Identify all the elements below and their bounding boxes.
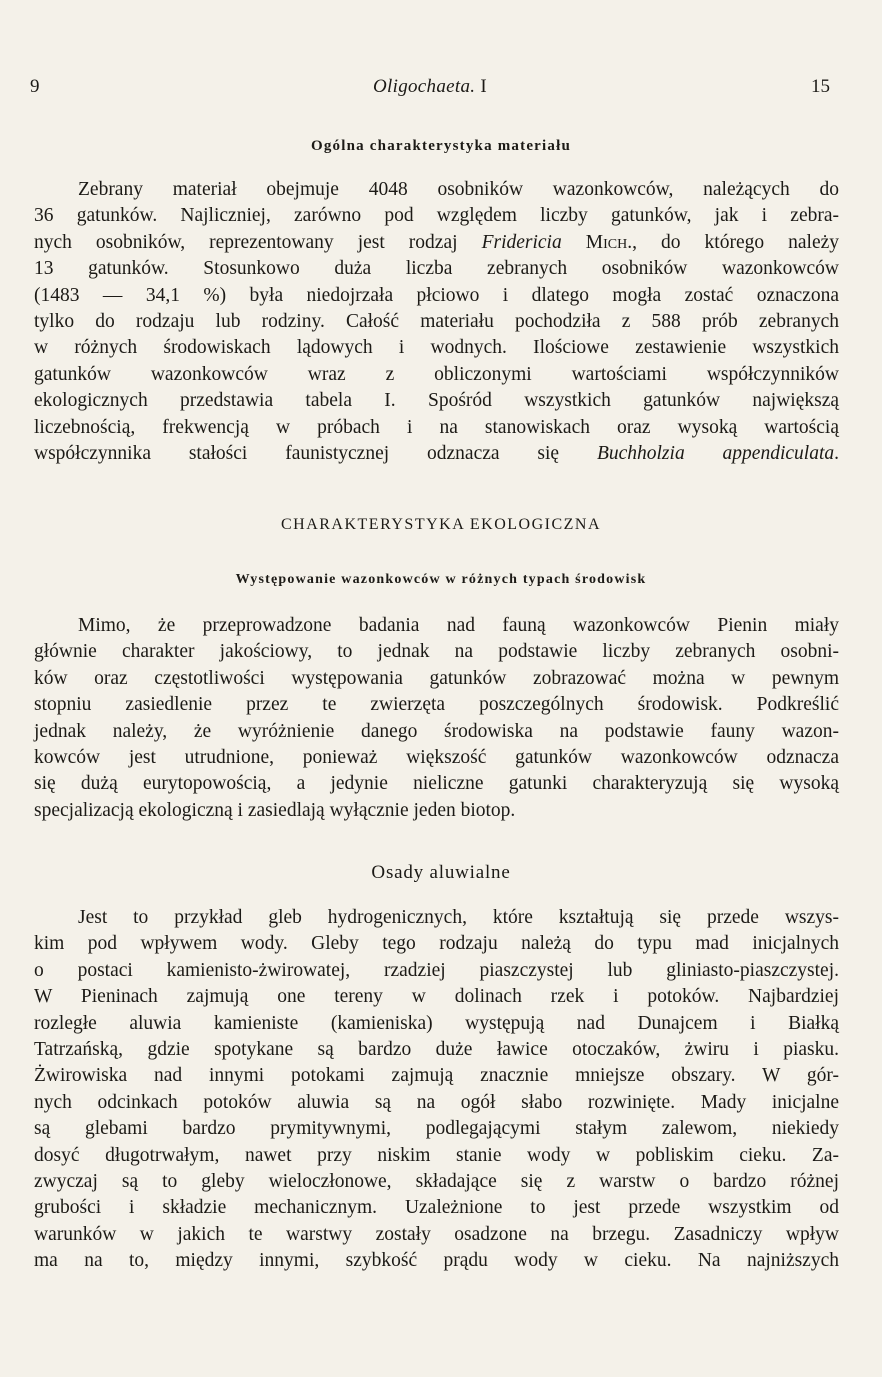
text-line: tylko do rodzaju lub rodziny. Całość materiału pochodziła z 588 prób zebranych: [34, 310, 839, 332]
text-line: grubości i składzie mechanicznym. Uzależnione to jest przede wszystkim od: [34, 1197, 839, 1219]
text-line: Mimo, że przeprowadzone badania nad fauną wazonkowców Pienin miały: [78, 615, 839, 636]
paragraph-general-characteristics: [34, 177, 839, 467]
text-line: kim pod wpływem wody. Gleby tego rodzaju należą do typu mad inicjalnych: [34, 933, 839, 955]
text-line: się dużą eurytopowością, a jedynie nieliczne gatunki charakteryzują się wysoką: [34, 773, 839, 795]
text-line: Żwirowiska nad innymi potokami zajmują znacznie mniejsze obszary. W gór-: [34, 1065, 839, 1087]
text-line: Tatrzańską, gdzie spotykane są bardzo duże ławice otoczaków, żwiru i piasku.: [34, 1038, 839, 1060]
text-line: 13 gatunków. Stosunkowo duża liczba zebranych osobników wazonkowców: [34, 258, 839, 280]
text-line: 36 gatunków. Najliczniej, zarówno pod względem liczby gatunków, jak i zebra-: [34, 205, 839, 227]
text-line: Jest to przykład gleb hydrogenicznych, które kształtują się przede wszys-: [78, 907, 839, 928]
text-line: jednak należy, że wyróżnienie danego środowiska na podstawie fauny wazon-: [34, 720, 839, 742]
text-line: rozległe aluwia kamieniste (kamieniska) występują nad Dunajcem i Białką: [34, 1012, 839, 1034]
author-abbrev: Mich: [561, 231, 628, 253]
text-segment: współczynnika stałości faunistycznej odznacza się: [34, 442, 597, 464]
text-line: W Pieninach zajmują one tereny w dolinach rzek i potoków. Najbardziej: [34, 986, 839, 1008]
text-line: zwyczaj są to gleby wieloczłonowe, składające się z warstw o bardzo różnej: [34, 1170, 839, 1192]
text-line: [34, 230, 839, 256]
species-name: Buchholzia appendiculata: [596, 442, 835, 464]
text-line: ma na to, między innymi, szybkość prądu wody w cieku. Na najniższych: [34, 1250, 839, 1272]
text-line: ków oraz częstotliwości występowania gatunków zobrazować można w pewnym: [34, 667, 839, 689]
text-line: liczebnością, frekwencją w próbach i na stanowiskach oraz wysoką wartością: [34, 416, 839, 438]
section-heading-alluvial: Osady aluwialne: [371, 862, 511, 883]
text-line: kowców jest utrudnione, ponieważ większość gatunków wazonkowców odznacza: [34, 746, 839, 768]
text-line: są glebami bardzo prymitywnymi, podlegającymi stałym zalewom, niekiedy: [34, 1118, 839, 1140]
genus-name: Fridericia: [481, 231, 562, 253]
text-line: specjalizacją ekologiczną i zasiedlają wyłącznie jeden biotop.: [34, 799, 516, 821]
subsection-heading-occurrence: Występowanie wazonkowców w różnych typach środowisk: [235, 572, 647, 587]
text-line: (1483 — 34,1 %) była niedojrzała płciowo i dlatego mogła zostać oznaczona: [34, 284, 839, 306]
text-segment: .: [834, 442, 839, 464]
paragraph-alluvial-deposits: [34, 905, 839, 1274]
text-line: warunków w jakich te warstwy zostały osadzone na brzegu. Zasadniczy wpływ: [34, 1223, 839, 1245]
text-line: głównie charakter jakościowy, to jednak na podstawie liczby zebranych osobni-: [34, 641, 839, 663]
section-heading-ecological: CHARAKTERYSTYKA EKOLOGICZNA: [280, 516, 602, 533]
journal-title: [30, 76, 830, 98]
section-heading-general: Ogólna charakterystyka materiału: [310, 138, 572, 154]
volume-number: 9: [30, 76, 40, 97]
journal-title-italic: Oligochaeta.: [373, 76, 476, 97]
text-segment: ., do którego należy: [627, 231, 840, 253]
text-line: [34, 441, 839, 467]
journal-title-part: I: [475, 76, 487, 97]
text-line: w różnych środowiskach lądowych i wodnych. Ilościowe zestawienie wszystkich: [34, 337, 839, 359]
text-line: gatunków wazonkowców wraz z obliczonymi wartościami współczynników: [34, 363, 839, 385]
text-segment: nych osobników, reprezentowany jest rodzaj: [34, 231, 482, 253]
text-line: ekologicznych przedstawia tabela I. Spośród wszystkich gatunków największą: [34, 390, 839, 412]
text-line: nych odcinkach potoków aluwia są na ogół słabo rozwinięte. Mady inicjalne: [34, 1091, 839, 1113]
text-line: stopniu zasiedlenie przez te zwierzęta poszczególnych środowisk. Podkreślić: [34, 694, 839, 716]
page-number: 15: [811, 76, 830, 97]
paragraph-occurrence: [34, 613, 839, 824]
text-line: dosyć długotrwałym, nawet przy niskim stanie wody w pobliskim cieku. Za-: [34, 1144, 839, 1166]
text-line: o postaci kamienisto-żwirowatej, rzadziej piaszczystej lub gliniasto-piaszczystej.: [34, 959, 839, 981]
text-line: Zebrany materiał obejmuje 4048 osobników wazonkowców, należących do: [78, 179, 839, 200]
running-header: [30, 76, 830, 102]
